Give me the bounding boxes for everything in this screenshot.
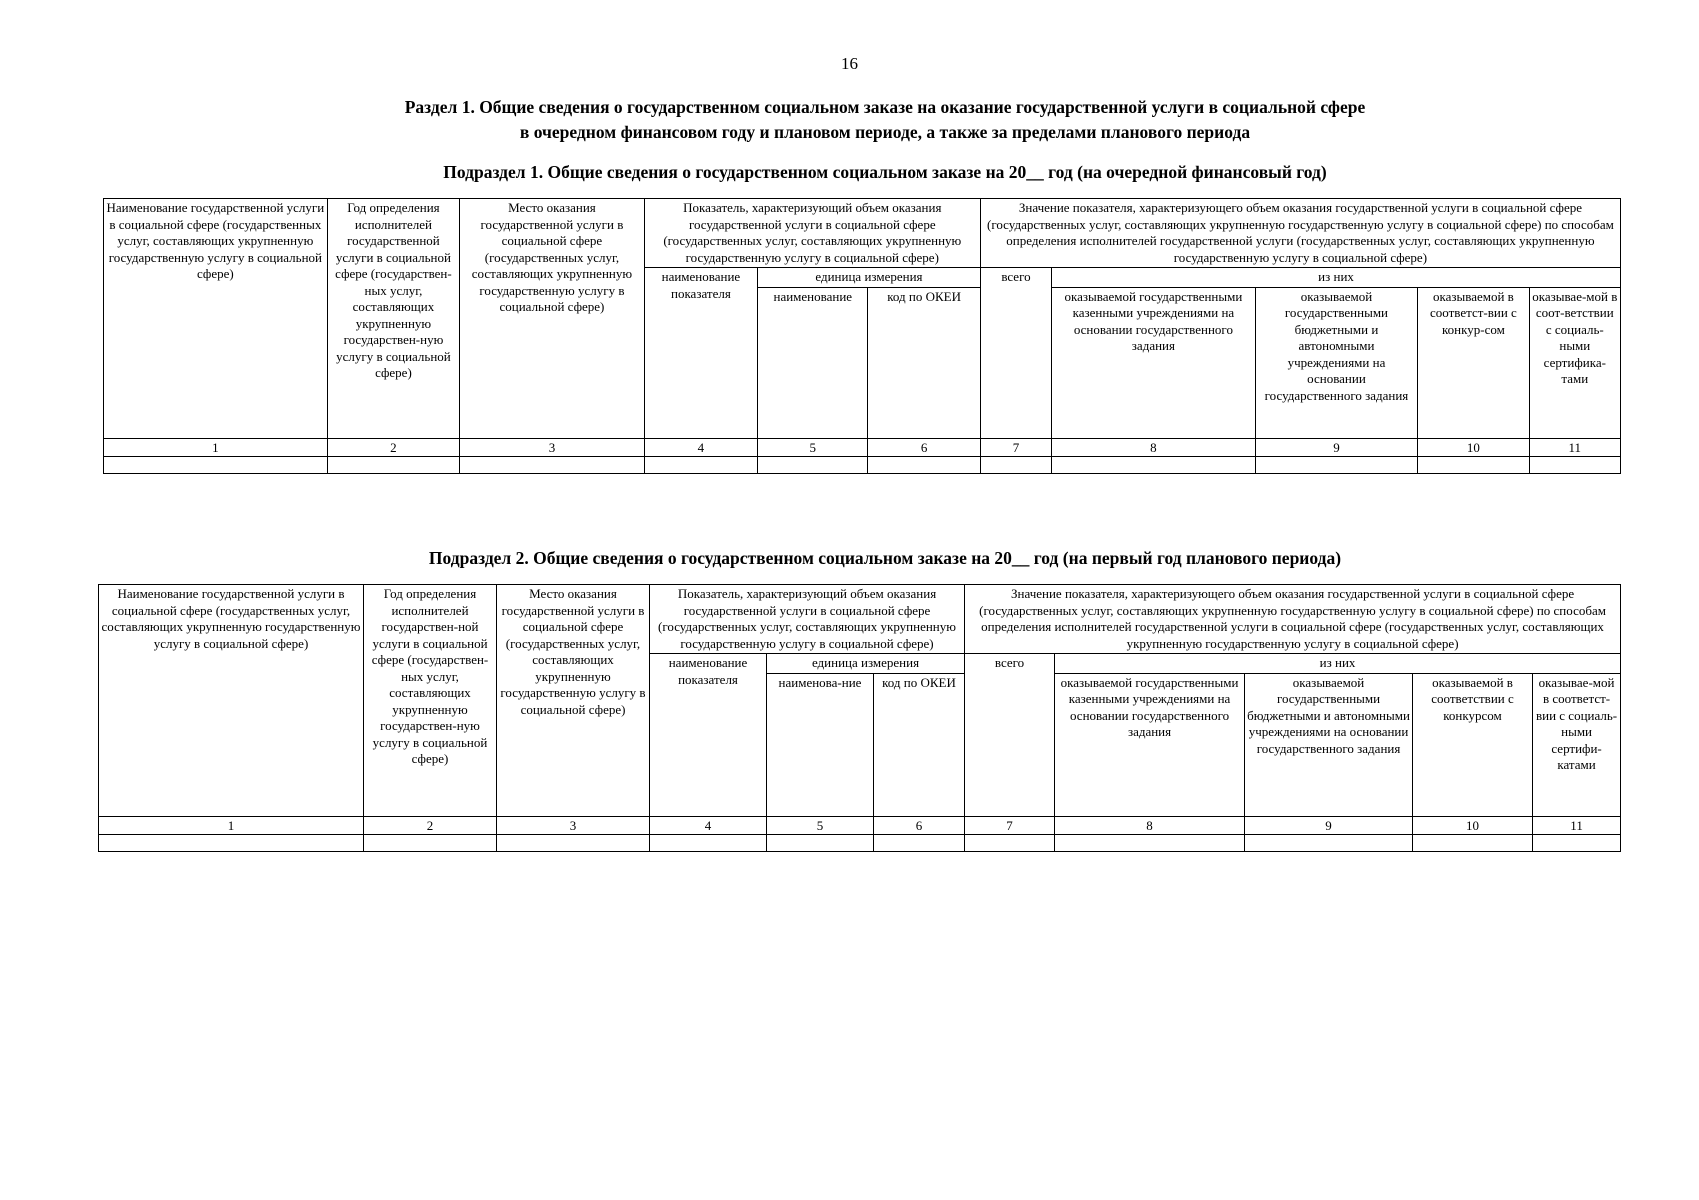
page-number: 16 — [841, 54, 858, 73]
empty-cell[interactable] — [1418, 456, 1529, 473]
header-service-name: Наименование государственной услуги в социальной сфере (государственных услуг, составляющих укрупненную государственную услугу в социальной сфере) — [99, 585, 364, 817]
header-indicator-name: наименование показателя — [650, 654, 767, 817]
empty-cell[interactable] — [965, 834, 1055, 851]
empty-cell[interactable] — [650, 834, 767, 851]
column-number: 3 — [497, 816, 650, 834]
empty-cell[interactable] — [868, 456, 980, 473]
column-number: 1 — [104, 438, 328, 456]
empty-cell[interactable] — [1529, 456, 1620, 473]
column-number: 7 — [965, 816, 1055, 834]
subsection-1-title: Подраздел 1. Общие сведения о государственном социальном заказе на 20__ год (на очередной финансовый год) — [443, 162, 1327, 182]
header-competition: оказываемой в соответствии с конкурсом — [1413, 673, 1533, 816]
empty-cell[interactable] — [1255, 456, 1418, 473]
column-number: 8 — [1055, 816, 1245, 834]
column-number: 11 — [1529, 438, 1620, 456]
column-number: 3 — [460, 438, 645, 456]
column-number: 4 — [650, 816, 767, 834]
empty-cell[interactable] — [104, 456, 328, 473]
empty-cell[interactable] — [1413, 834, 1533, 851]
empty-cell[interactable] — [758, 456, 868, 473]
header-competition: оказываемой в соответст-вии с конкур-сом — [1418, 287, 1529, 438]
column-number: 6 — [874, 816, 965, 834]
header-budget-institutions: оказываемой государственными бюджетными и автономными учреждениями на основании государственного задания — [1245, 673, 1413, 816]
column-number-row — [99, 816, 1621, 834]
empty-cell[interactable] — [1052, 456, 1256, 473]
header-indicator-name: наименование показателя — [644, 268, 757, 439]
column-number: 10 — [1413, 816, 1533, 834]
header-place-of-service: Место оказания государственной услуги в социальной сфере (государственных услуг, составляющих укрупненную государственную услугу в социальной сфере) — [497, 585, 650, 817]
header-total: всего — [965, 654, 1055, 817]
header-state-institutions: оказываемой государственными казенными учреждениями на основании государственного задания — [1055, 673, 1245, 816]
column-number: 5 — [767, 816, 874, 834]
empty-cell[interactable] — [980, 456, 1051, 473]
column-number: 2 — [327, 438, 459, 456]
section-title-line-2: в очередном финансовом году и плановом периоде, а также за пределами планового периода — [519, 122, 1251, 142]
empty-cell[interactable] — [99, 834, 364, 851]
empty-cell[interactable] — [1533, 834, 1621, 851]
empty-cell[interactable] — [364, 834, 497, 851]
header-unit-okei-code: код по ОКЕИ — [868, 287, 980, 438]
column-number: 7 — [980, 438, 1051, 456]
empty-cell[interactable] — [767, 834, 874, 851]
header-budget-institutions: оказываемой государственными бюджетными и автономными учреждениями на основании государственного задания — [1255, 287, 1418, 438]
column-number: 1 — [99, 816, 364, 834]
section-title — [250, 95, 1520, 145]
column-number: 5 — [758, 438, 868, 456]
header-service-name: Наименование государственной услуги в социальной сфере (государственных услуг, составляющих укрупненную государственную услугу в социальной сфере) — [104, 199, 328, 439]
subsection-2-title: Подраздел 2. Общие сведения о государственном социальном заказе на 20__ год (на первый год планового периода) — [428, 548, 1342, 568]
column-number: 2 — [364, 816, 497, 834]
column-number: 10 — [1418, 438, 1529, 456]
header-volume-indicator: Показатель, характеризующий объем оказания государственной услуги в социальной сфере (государственных услуг, составляющих укрупненную государственную услугу в социальной сфере) — [644, 199, 980, 268]
header-year-of-determination: Год определения исполнителей государствен-ной услуги в социальной сфере (государствен-ных услуг, составляющих укрупненную государствен-ную услугу в социальной сфере) — [364, 585, 497, 817]
subsection-2-table — [98, 584, 1621, 852]
header-indicator-value: Значение показателя, характеризующего объем оказания государственной услуги в социальной сфере (государственных услуг, составляющих укрупненную государственную услугу в социальной сфере) по способам определения исполнителей государственной услуги (государственных услуг, составляющих укрупненную государственную услугу в социальной сфере) — [980, 199, 1620, 268]
empty-cell[interactable] — [497, 834, 650, 851]
header-unit-okei-code: код по ОКЕИ — [874, 673, 965, 816]
table-row — [99, 834, 1621, 851]
column-number: 8 — [1052, 438, 1256, 456]
table-row — [104, 456, 1621, 473]
empty-cell[interactable] — [460, 456, 645, 473]
header-of-them: из них — [1052, 268, 1621, 288]
empty-cell[interactable] — [1055, 834, 1245, 851]
column-number: 4 — [644, 438, 757, 456]
empty-cell[interactable] — [874, 834, 965, 851]
column-number: 6 — [868, 438, 980, 456]
empty-cell[interactable] — [644, 456, 757, 473]
header-place-of-service: Место оказания государственной услуги в социальной сфере (государственных услуг, составляющих укрупненную государственную услугу в социальной сфере) — [460, 199, 645, 439]
header-year-of-determination: Год определения исполнителей государственной услуги в социальной сфере (государствен-ных услуг, составляющих укрупненную государствен-ную услугу в социальной сфере) — [327, 199, 459, 439]
section-title-line-1: Раздел 1. Общие сведения о государственном социальном заказе на оказание государственной услуги в социальной сфере — [404, 97, 1366, 117]
header-unit-name: наименование — [758, 287, 868, 438]
header-social-certificates: оказывае-мой в соответст-вии с социаль-ными сертифи-катами — [1533, 673, 1621, 816]
header-unit-name: наименова-ние — [767, 673, 874, 816]
header-indicator-value: Значение показателя, характеризующего объем оказания государственной услуги в социальной сфере (государственных услуг, составляющих укрупненную государственную услугу в социальной сфере) по способам определения исполнителей государственной услуги в социальной сфере (государственных услуг, составляющих укрупненную государственную услугу в социальной сфере) — [965, 585, 1621, 654]
column-number: 9 — [1245, 816, 1413, 834]
header-total: всего — [980, 268, 1051, 439]
header-unit-of-measure: единица измерения — [758, 268, 981, 288]
empty-cell[interactable] — [327, 456, 459, 473]
header-of-them: из них — [1055, 654, 1621, 674]
header-volume-indicator: Показатель, характеризующий объем оказания государственной услуги в социальной сфере (государственных услуг, составляющих укрупненную государственную услугу в социальной сфере) — [650, 585, 965, 654]
header-state-institutions: оказываемой государственными казенными учреждениями на основании государственного задания — [1052, 287, 1256, 438]
column-number: 9 — [1255, 438, 1418, 456]
column-number: 11 — [1533, 816, 1621, 834]
header-social-certificates: оказывае-мой в соот-ветствии с социаль-ными сертифика-тами — [1529, 287, 1620, 438]
empty-cell[interactable] — [1245, 834, 1413, 851]
subsection-1-table — [103, 198, 1621, 474]
column-number-row — [104, 438, 1621, 456]
header-unit-of-measure: единица измерения — [767, 654, 965, 674]
